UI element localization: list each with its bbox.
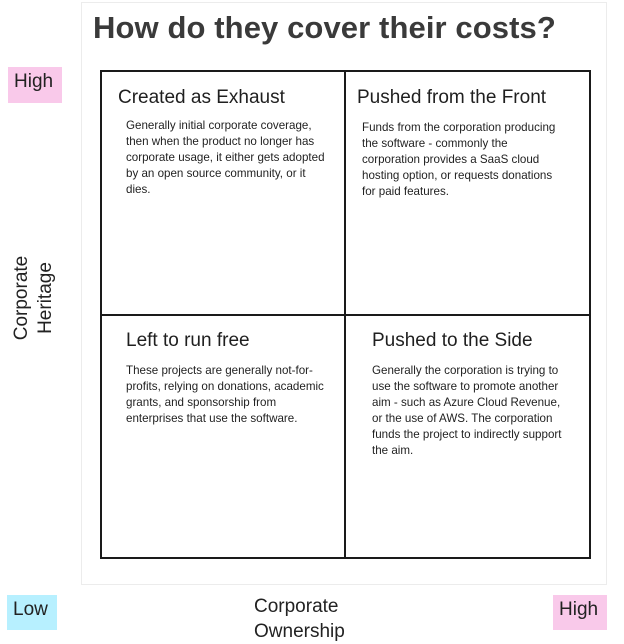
quadrant-bottom-right-body: Generally the corporation is trying to use the software to promote another aim - such as Azure Cloud Revenue, or the use of AWS. The corporation funds the project to indirectly support the aim. xyxy=(372,364,562,457)
diagram-title: How do they cover their costs? xyxy=(93,10,556,45)
x-axis-label-line2: Ownership xyxy=(254,621,345,642)
quadrant-bottom-right-title: Pushed to the Side xyxy=(372,330,533,351)
quadrant-top-right-body: Funds from the corporation producing the software - commonly the corporation provides a SaaS cloud hosting option, or requests donations for paid features. xyxy=(362,121,556,198)
x-axis-label-line1: Corporate xyxy=(254,596,339,617)
x-axis-low-tag: Low xyxy=(7,595,57,630)
y-axis-label-text xyxy=(10,238,58,358)
quadrant-bottom-left-title: Left to run free xyxy=(126,330,250,351)
quadrant-top-left-title: Created as Exhaust xyxy=(118,87,285,108)
x-axis-high-tag: High xyxy=(553,595,607,630)
quadrant-top-right-title: Pushed from the Front xyxy=(357,87,547,108)
y-axis-label-line1: Corporate xyxy=(11,255,32,341)
quadrant-bottom-left-body: These projects are generally not-for-profits, relying on donations, academic grants, and sponsorship from enterprises that use the software. xyxy=(126,364,324,425)
y-axis-label-line2: Heritage xyxy=(35,262,56,334)
y-axis-high-tag: High xyxy=(8,67,62,103)
quadrant-top-left-body: Generally initial corporate coverage, then when the product no longer has corporate usage, it either gets adopted by an open source community, or it dies. xyxy=(126,119,325,196)
x-axis-label xyxy=(254,594,384,644)
grid-horizontal-divider xyxy=(100,314,591,316)
y-axis-label xyxy=(8,246,60,356)
